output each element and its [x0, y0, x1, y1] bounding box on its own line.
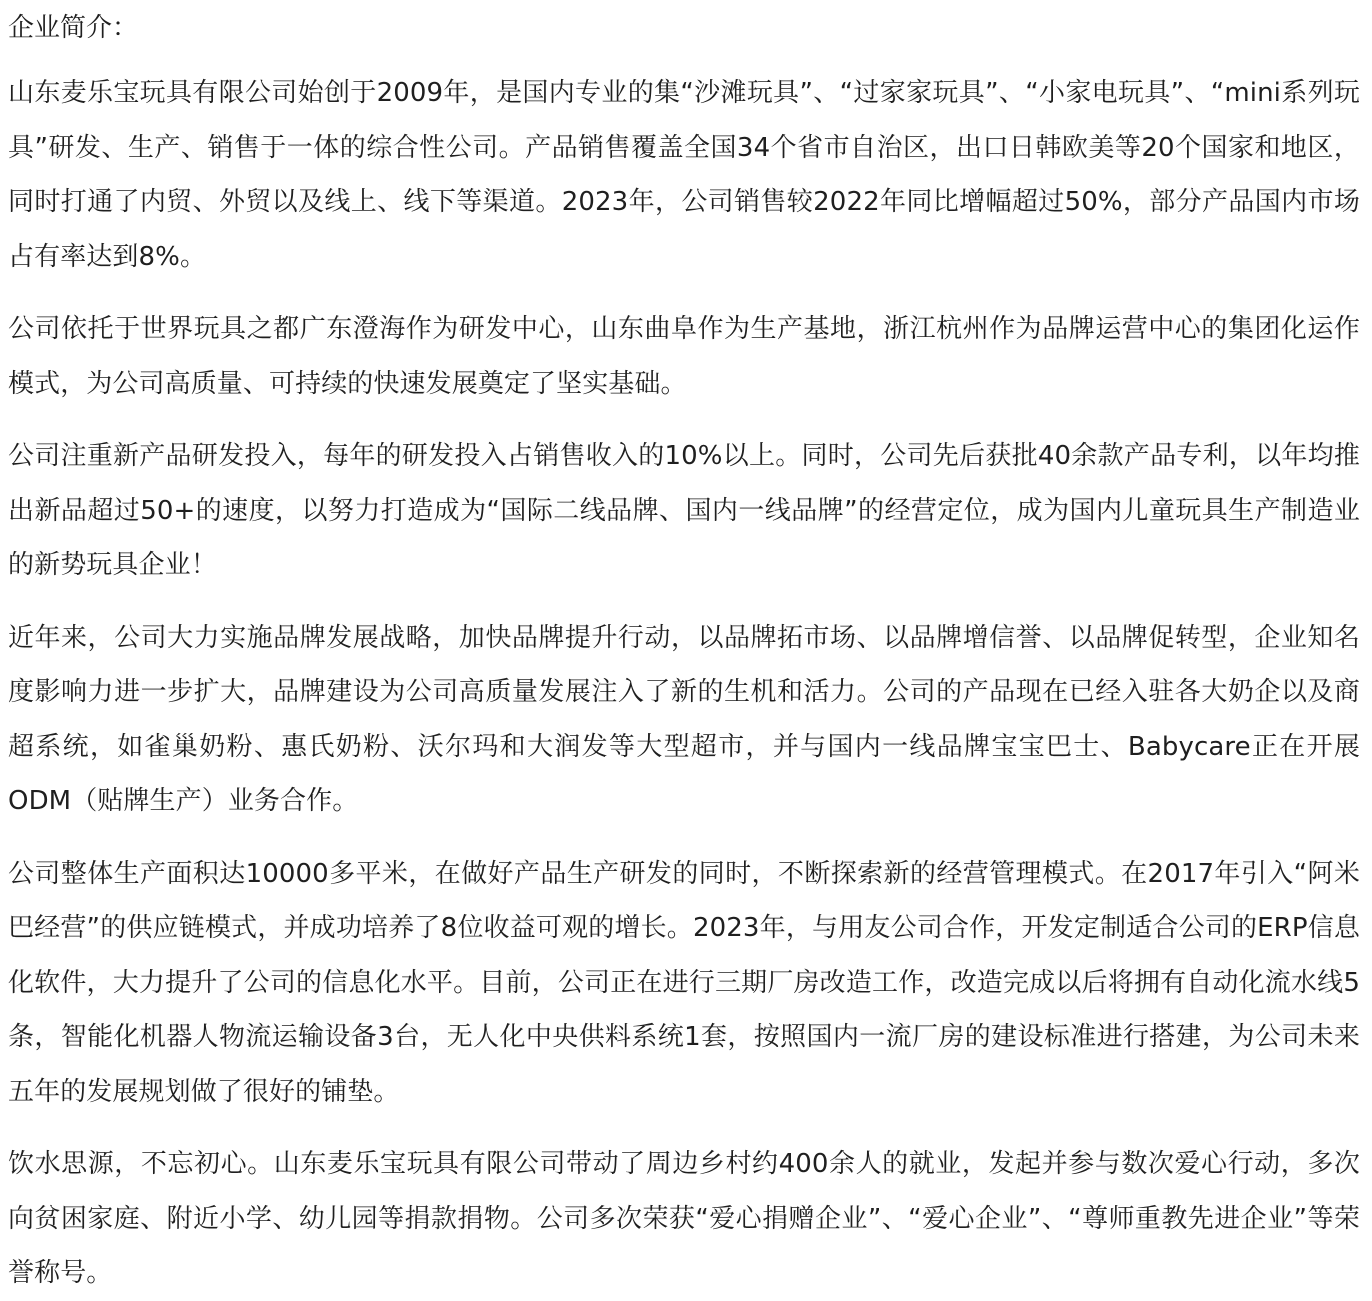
- paragraph-operation-model: 公司依托于世界玩具之都广东澄海作为研发中心，山东曲阜作为生产基地，浙江杭州作为品牌运营中心的集团化运作模式，为公司高质量、可持续的快速发展奠定了坚实基础。: [8, 314, 1360, 399]
- article-heading: 企业简介：: [8, 13, 139, 43]
- paragraph-company-overview: 山东麦乐宝玩具有限公司始创于2009年，是国内专业的集“沙滩玩具”、“过家家玩具”、“小家电玩具”、“mini系列玩具”研发、生产、销售于一体的综合性公司。产品销售覆盖全国34个省市自治区，出口日韩欧美等20个国家和地区，同时打通了内贸、外贸以及线上、线下等渠道。2023年，公司销售较2022年同比增幅超过50%，部分产品国内市场占有率达到8%。: [8, 78, 1360, 272]
- paragraph-brand-strategy: 近年来，公司大力实施品牌发展战略，加快品牌提升行动，以品牌拓市场、以品牌增信誉、以品牌促转型，企业知名度影响力进一步扩大，品牌建设为公司高质量发展注入了新的生机和活力。公司的产品现在已经入驻各大奶企以及商超系统，如雀巢奶粉、惠氏奶粉、沃尔玛和大润发等大型超市，并与国内一线品牌宝宝巴士、Babycare正在开展ODM（贴牌生产）业务合作。: [8, 622, 1360, 816]
- paragraph-research-development: 公司注重新产品研发投入，每年的研发投入占销售收入的10%以上。同时，公司先后获批40余款产品专利，以年均推出新品超过50+的速度，以努力打造成为“国际二线品牌、国内一线品牌”的经营定位，成为国内儿童玩具生产制造业的新势玩具企业！: [8, 441, 1360, 580]
- paragraph-production-management: 公司整体生产面积达10000多平米，在做好产品生产研发的同时，不断探索新的经营管理模式。在2017年引入“阿米巴经营”的供应链模式，并成功培养了8位收益可观的增长。2023年，与用友公司合作，开发定制适合公司的ERP信息化软件，大力提升了公司的信息化水平。目前，公司正在进行三期厂房改造工作，改造完成以后将拥有自动化流水线5条，智能化机器人物流运输设备3台，无人化中央供料系统1套，按照国内一流厂房的建设标准进行搭建，为公司未来五年的发展规划做了很好的铺垫。: [8, 858, 1360, 1107]
- paragraph-social-responsibility: 饮水思源，不忘初心。山东麦乐宝玩具有限公司带动了周边乡村约400余人的就业，发起并参与数次爱心行动，多次向贫困家庭、附近小学、幼儿园等捐款捐物。公司多次荣获“爱心捐赠企业”、“爱心企业”、“尊师重教先进企业”等荣誉称号。: [8, 1149, 1360, 1288]
